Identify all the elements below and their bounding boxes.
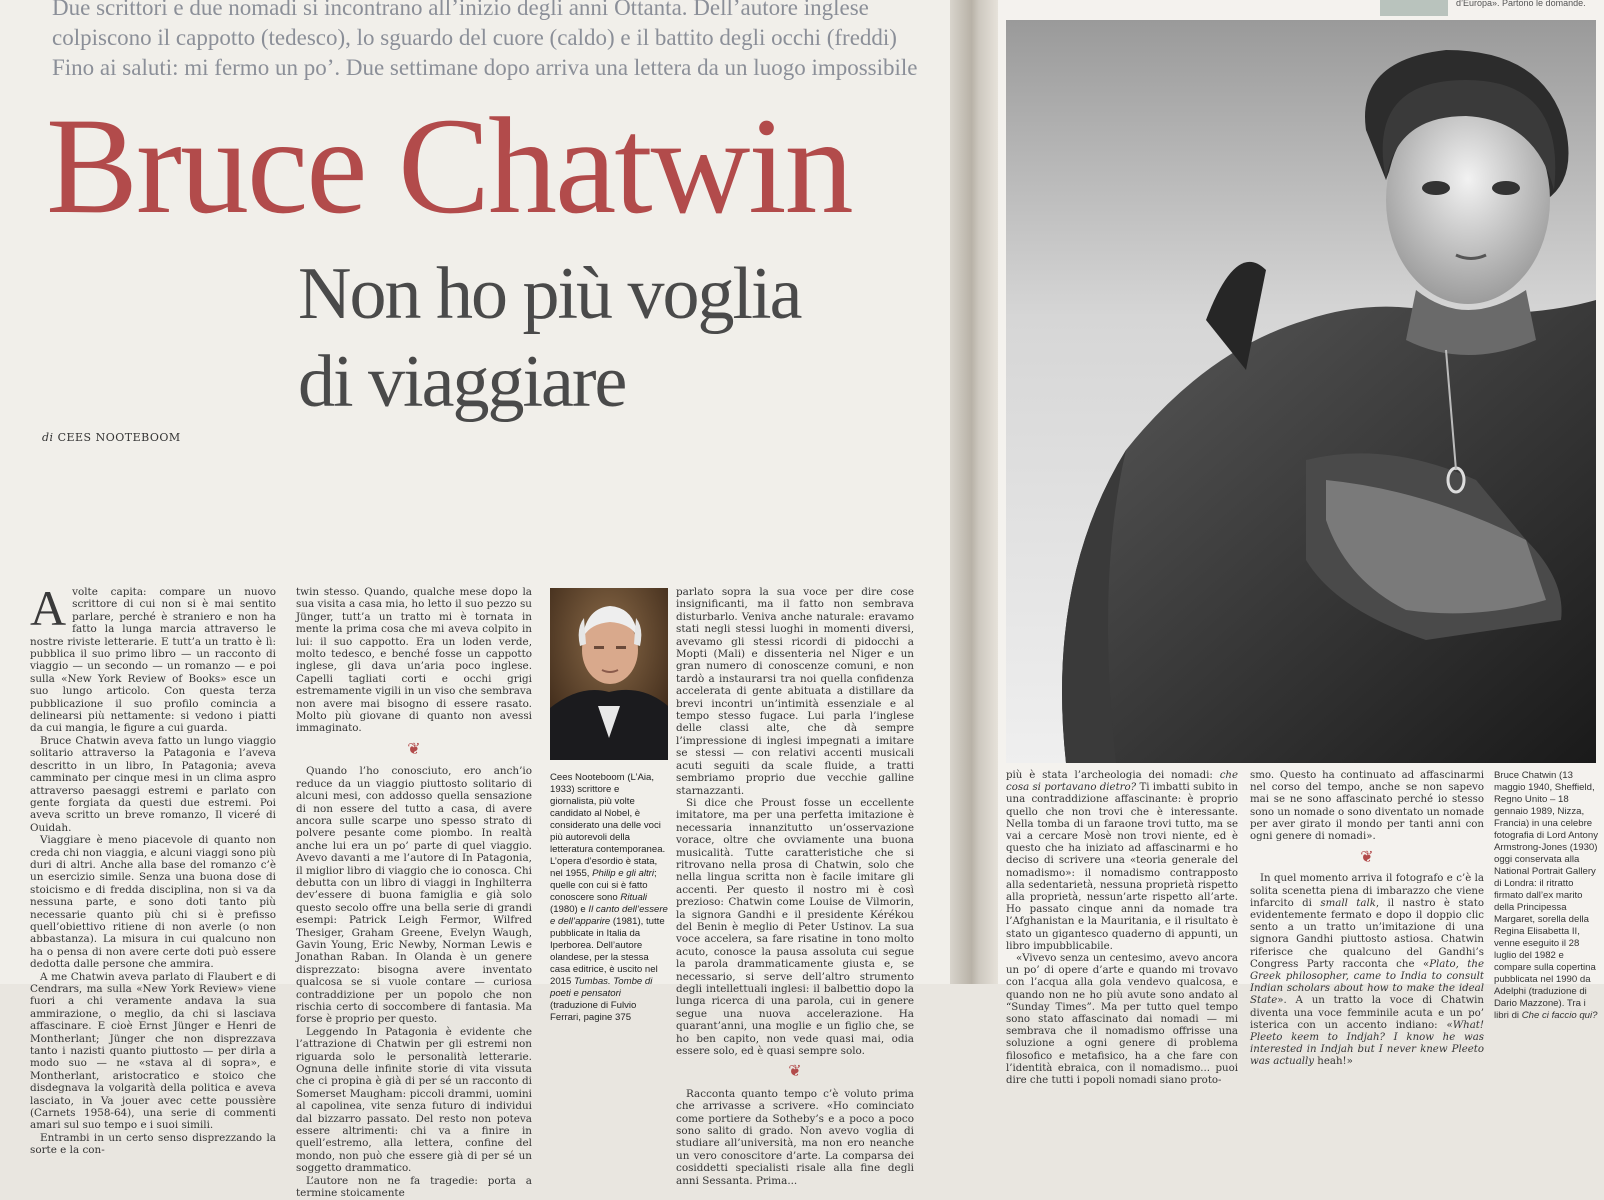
paragraph: Viaggiare è meno piacevole di quanto non creda chi non viaggia, e alcuni viaggi sono più duri di altri. Anche alla base del romanzo c’è un esercizio simile. Senza una buona dose di stoicismo e di fredda disciplina, non si va da nessuna parte, e sono doti tanto più necessarie quanto più chi si è prefisso quell’obiettivo ritiene di non averle (o non abbastanza). La misura in cui qualcuno non ha o pensa di non avere certe doti può essere dedotta dalle persone che ammira. xyxy=(30,834,276,971)
caption-text: (1980) e xyxy=(550,904,589,915)
caption-text: (traduzione di Fulvio Ferrari, pagine 375 xyxy=(550,1000,637,1023)
caption-text: Cees Nooteboom (L’Aia, 1933) scrittore e giornalista, più volte candidato al Nobel, è considerato una delle voci più autorevoli della letteratura contemporanea. L’opera d’esordio è stata, nel 1955, xyxy=(550,772,666,879)
subheadline xyxy=(298,250,938,426)
byline xyxy=(42,431,181,444)
caption-text: Bruce Chatwin (13 maggio 1940, Sheffield, Regno Unito – 18 gennaio 1989, Nizza, Francia) in una celebre fotografia di Lord Antony Armstrong-Jones (1930) oggi conservata alla National Portrait Gallery di Londra: il ritratto firmato dall’ex marito della Principessa Margaret, sorella della Regina Elisabetta II, venne eseguito il 28 luglio del 1982 e compare sulla copertina pubblicata nel 1990 da Adelphi (traduzione di Dario Mazzone). Tra i libri di xyxy=(1494,770,1599,1021)
caption-text: ; quelle con cui si è fatto conoscere sono xyxy=(550,868,657,903)
caption-title: Tumbas. Tombe di poeti e pensatori xyxy=(550,976,653,999)
corner-thumbnail xyxy=(1380,0,1448,16)
paragraph: Racconta quanto tempo c’è voluto prima che arrivasse a scrivere. «Ho cominciato come portiere da Sotheby’s e a poco a poco sono salito di grado. Non avevo voglia di studiare all’università, ma non ero neanche un vero conoscitore d’arte. La comparsa dei cosiddetti specialisti risale alla fine degli anni Sessanta. Prima... xyxy=(676,1087,914,1187)
paragraph: smo. Questo ha continuato ad affascinarmi nel corso del tempo, anche se non sapevo mai se ne sono affascinato perché io stesso sono un nomade o sono diventato un nomade per aver girato il mondo per tanti anni con ogni genere di nomadi». xyxy=(1250,770,1484,843)
paragraph: A me Chatwin aveva parlato di Flaubert e di Cendrars, ma sulla «New York Review» viene fuori a chi veramente andava la sua ammirazione, o meglio, da chi si lasciava affascinare. E cioè Ernst Jünger e Henri de Montherlant; Jünger che non disprezzava tanto i nazisti quanto piuttosto — per dirla a modo suo — ne «stava al di sopra», e Montherlant, aristocratico e stoico che disdegnava la volgarità della politica e aveva lasciato, in Va jouer avec cette poussière (Carnets 1958-64), una serie di commenti amari sul suo tempo e i suoi simili. xyxy=(30,970,276,1132)
article-column-4 xyxy=(676,586,914,1187)
fleuron-ornament: ❦ xyxy=(788,1061,802,1081)
paragraph: Leggendo In Patagonia è evidente che l’attrazione di Chatwin per gli estremi non riguarda solo le personalità letterarie. Ognuna delle infinite storie di vita vissuta che ci propina è già di per sé un racconto di Somerset Maugham: piccoli drammi, uomini al capolinea, vite senza futuro di individui dal bizzarro passato. Del resto non poteva essere altrimenti: chi va a finire in quell’estremo, alla lettera, confine del mondo, non può che essere già di per sé un soggetto drammatico. xyxy=(296,1025,532,1175)
drop-cap: A xyxy=(30,580,67,636)
paragraph-text: ». A un tratto la voce di Chatwin diventa una voce femminile acuta e un po’ isterica con un accento indiano: « xyxy=(1250,995,1484,1031)
kicker-line-2: colpiscono il cappotto (tedesco), lo sguardo del cuore (caldo) e il battito degli occhi (freddi) xyxy=(52,25,897,50)
subheadline-line-2: di viaggiare xyxy=(298,341,626,423)
author-caption xyxy=(550,772,668,1024)
caption-text: (1981), tutte pubblicate in Italia da Iperborea. Dell’autore olandese, per la stessa casa editrice, è uscito nel 2015 xyxy=(550,916,665,987)
paragraph: L’autore non ne fa tragedie: porta a termine stoicamente xyxy=(296,1174,532,1200)
paragraph: twin stesso. Quando, qualche mese dopo la sua visita a casa mia, ho letto il suo pezzo su Jünger, tutt’a un tratto mi è tornata in mente la prima cosa che mi aveva colpito in lui: il suo cappotto. Era un loden verde, molto tedesco, e benché fosse un cappotto inglese, gli dava un’aria poco inglese. Capelli tagliati corti e occhi grigi estremamente vigili in un viso che sembrava non avere mai bisogno di essere rasato. Molto più giovane di quanto non avessi immaginato. xyxy=(296,586,532,735)
paragraph-italic: Plato, the Greek philosopher, came to India to consult Indian scholars about how to make the ideal State xyxy=(1250,958,1484,1007)
paragraph: Quando l’ho conosciuto, ero anch’io reduce da un viaggio piuttosto solitario di alcuni mesi, con addosso quella sensazione di non essere del tutto a casa, di avere ancora sulle scarpe uno spesso strato di polvere pesante come piombo. In realtà anche lui era un po’ parte di quel viaggio. Avevo davanti a me l’autore di In Patagonia, il miglior libro di viaggio che io conosca. Chi debutta con un libro di viaggi in Inghilterra dev’essere di buona famiglia e già solo questo secolo offre una bella serie di grandi esempi: Patrick Leigh Fermor, Wilfred Thesiger, Graham Greene, Evelyn Waugh, Gavin Young, Eric Newby, Norman Lewis e Jonathan Raban. In Olanda è un genere disprezzato: bisogna avere inventato qualcosa se si vuole contare — curiosa contraddizione per un popolo che non rischia certo di soccombere di fantasia. Ma forse è proprio per questo. xyxy=(296,765,532,1026)
paragraph-italic: che cosa si portavano dietro? xyxy=(1006,770,1238,794)
right-page xyxy=(998,0,1604,1087)
chatwin-portrait-photo xyxy=(1006,20,1596,763)
paragraph-text: più è stata l’archeologia dei nomadi: xyxy=(1006,770,1220,781)
byline-author: CEES NOOTEBOOM xyxy=(57,431,181,444)
paragraph-text: , il nastro è stato evidentemente fermato e dopo il doppio clic sento a un tratto un’imitazione di una signora Gandhi piuttosto astiosa. Chatwin riferisce che qualcuno del Gandhi’s Congress Party racconta che « xyxy=(1250,897,1484,970)
paragraph: «Vivevo senza un centesimo, avevo ancora un po’ di opere d’arte e quando mi trovavo con l’acqua alla gola vendevo qualcosa, e quando non ne ho più avute sono andato al “Sunday Times”. Ma per tutto quel tempo sono stato affascinato dai nomadi — mi sembrava che il nomadismo offrisse una soluzione a ogni genere di problema filosofico e metafisico, ha a che fare con l’identità ebraica, con il nomadismo... puoi dire che tutti i popoli nomadi siano proto- xyxy=(1006,953,1238,1087)
paragraph-italic: small talk xyxy=(1320,897,1376,909)
headline: Bruce Chatwin xyxy=(46,89,852,242)
paragraph: Bruce Chatwin aveva fatto un lungo viaggio solitario attraverso la Patagonia e l’aveva descritto in un libro, In Patagonia; aveva camminato per cinque mesi in un clima aspro attraverso paesaggi estremi e parlato con gente forgiata da questi due estremi. Poi aveva scritto un breve romanzo, Il viceré di Ouidah. xyxy=(30,734,276,834)
kicker-line-1: Due scrittori e due nomadi si incontrano all’inizio degli anni Ottanta. Dell’autore inglese xyxy=(52,0,869,20)
caption-title: Che ci faccio qui? xyxy=(1521,1010,1598,1021)
subheadline-line-1: Non ho più voglia xyxy=(298,253,801,335)
byline-prefix: di xyxy=(42,431,54,444)
article-column-2 xyxy=(296,586,532,1200)
caption-title: Philip e gli altri xyxy=(592,868,655,879)
paragraph: volte capita: compare un nuovo scrittore di cui non si è mai sentito parlare, perché è straniero e non ha fatto la lunga marcia attraverso le nostre riviste letterarie. E tutt’a un tratto è lì: pubblica il suo primo libro — un racconto di viaggio — un secondo — un romanzo — e poi sulla «New York Review of Books» esce un suo lungo articolo. Con questa terza pubblicazione il suo profilo comincia a delinearsi più nettamente: si vedono i piatti da cui mangia, le figure a cui guarda. xyxy=(30,586,276,735)
paragraph-text: Ti imbatti subito in una contraddizione affascinante: è proprio quello che non trovi che è interessante. Nella tomba di un faraone trovi tutto, ma se vai a cercare Mosè non trovi niente, ed è questo che ha iniziato ad affascinarmi e ho deciso di scrivere una «teoria generale del nomadismo»: il nomadismo contrapposto alla sedentarietà, nessuna proprietà rispetto alla proprietà, nessun’arte rispetto all’arte. Ho passato cinque anni da nomade tra l’Afghanistan e la Mauritania, e il risultato è stato un gigantesco quaderno di appunti, un libro impubblicabile. xyxy=(1006,782,1238,952)
corner-text: d’Europa». Partono le domande. xyxy=(1456,0,1586,8)
kicker xyxy=(52,0,932,83)
article-column-1 xyxy=(30,580,276,1157)
paragraph-text: heah!» xyxy=(1314,1056,1353,1068)
caption-title: Il canto dell’essere e dell’apparire xyxy=(550,904,668,927)
paragraph-text: In quel momento arriva il fotografo e c’è la solita scenetta piena di imbarazzo che viene infarcito di xyxy=(1250,873,1484,909)
kicker-line-3: Fino ai saluti: mi fermo un po’. Due settimane dopo arriva una lettera da un luogo impossibile xyxy=(52,55,918,80)
caption-title: Rituali xyxy=(620,892,648,903)
article-column-5 xyxy=(1006,770,1238,1087)
fleuron-ornament: ❦ xyxy=(407,738,421,758)
article-column-6 xyxy=(1250,770,1484,1068)
photo-caption xyxy=(1494,770,1602,1021)
paragraph: parlato sopra la sua voce per dire cose insignificanti, ma il fatto non sembrava disturbarlo. Veniva anche naturale: eravamo stati negli stessi luoghi in momenti diversi, avevamo gli stessi ricordi di pidocchi a Mopti (Mali) e dissenteria nel Niger e un gran numero di conoscenze comuni, e non tardò a instaurarsi tra noi quella confidenza accelerata di gente abituata a distillare da brevi incontri un’intimità essenziale e al tempo stesso fugace. Lui parla l’inglese delle classi alte, che dà sempre l’impressione di inglesi impegnati a imitare se stessi — con relativi accenti musicali acuti seguiti da scale fluide, a tratti sembriamo proprio due vecchie galline starnazzanti. xyxy=(676,586,914,797)
paragraph: Si dice che Proust fosse un eccellente imitatore, ma per una perfetta imitazione è necessaria innanzitutto un’osservazione vorace, oltre che ovviamente una buona musicalità. Tutte caratteristiche che si ritrovano nella prosa di Chatwin, solo che nella lingua scritta non è facile imitare gli accenti. Per questo il nostro mi è così prezioso: Chatwin come Louise de Vilmorin, la signora Gandhi e il presidente Kérékou del Benin è meglio di Peter Ustinov. La sua voce accelera, sa fare risatine in tono molto acuto, conosce la pausa assoluta cui segue la parola drammaticamente giusta e, se necessario, si serve dell’altro strumento degli intellettuali inglesi: il balbettio dopo la lunga ricerca di una parola, cui in genere segue una nuova accelerazione. Ha quarant’anni, una moglie e un figlio che, se ho ben capito, non vede quasi mai, odia essere solo, ed è quasi sempre solo. xyxy=(676,796,914,1058)
paragraph: Entrambi in un certo senso disprezzando la sorte e la con- xyxy=(30,1131,276,1157)
author-portrait-photo xyxy=(550,588,668,760)
page-gutter xyxy=(950,0,998,984)
paragraph-italic: What! Pleeto keem to Indjah? I know he was interested in Indjah but I never knew Pleeto was actually xyxy=(1250,1019,1484,1068)
fleuron-ornament: ❦ xyxy=(1360,847,1374,867)
